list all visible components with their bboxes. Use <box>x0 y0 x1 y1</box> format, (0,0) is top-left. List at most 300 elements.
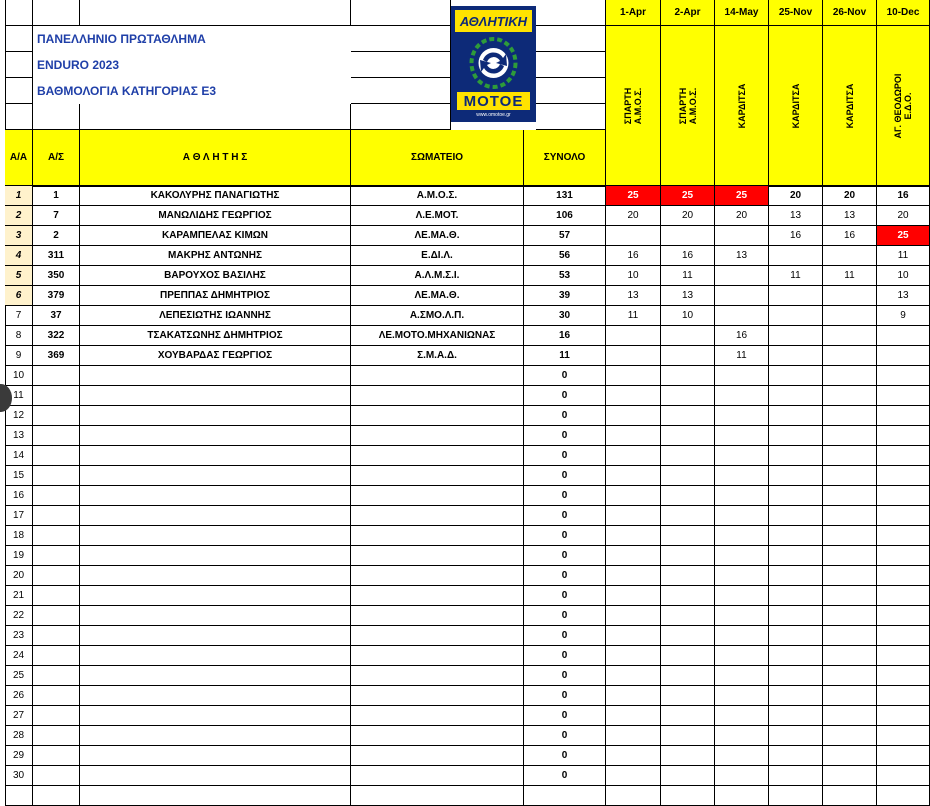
row-athlete-name[interactable] <box>80 526 351 546</box>
row-score-event-2[interactable]: 16 <box>661 246 715 266</box>
sheet-cell[interactable] <box>823 786 877 806</box>
row-rider-number[interactable] <box>33 626 80 646</box>
sheet-cell[interactable] <box>715 786 769 806</box>
row-score-event-3[interactable]: 11 <box>715 346 769 366</box>
row-score-event-5[interactable] <box>823 666 877 686</box>
row-athlete-name[interactable] <box>80 626 351 646</box>
row-position[interactable]: 24 <box>5 646 33 666</box>
sheet-cell[interactable] <box>524 786 606 806</box>
row-rider-number[interactable] <box>33 386 80 406</box>
row-total[interactable]: 0 <box>524 766 606 786</box>
row-score-event-6[interactable] <box>877 566 930 586</box>
row-score-event-2[interactable] <box>661 526 715 546</box>
row-score-event-6[interactable] <box>877 506 930 526</box>
row-score-event-5[interactable] <box>823 706 877 726</box>
row-club[interactable] <box>351 586 524 606</box>
row-score-event-1[interactable] <box>606 366 661 386</box>
row-position[interactable]: 8 <box>5 326 33 346</box>
row-club[interactable] <box>351 646 524 666</box>
row-score-event-4[interactable] <box>769 666 823 686</box>
event-date-6[interactable]: 10-Dec <box>877 0 930 26</box>
row-score-event-3[interactable]: 20 <box>715 206 769 226</box>
row-score-event-6[interactable] <box>877 606 930 626</box>
row-score-event-5[interactable] <box>823 646 877 666</box>
row-score-event-5[interactable] <box>823 686 877 706</box>
row-score-event-1[interactable]: 10 <box>606 266 661 286</box>
row-rider-number[interactable]: 379 <box>33 286 80 306</box>
row-total[interactable]: 0 <box>524 746 606 766</box>
row-total[interactable]: 0 <box>524 506 606 526</box>
row-position[interactable]: 3 <box>5 226 33 246</box>
row-score-event-6[interactable] <box>877 726 930 746</box>
row-score-event-3[interactable] <box>715 226 769 246</box>
row-rider-number[interactable]: 350 <box>33 266 80 286</box>
row-score-event-2[interactable] <box>661 706 715 726</box>
row-total[interactable]: 106 <box>524 206 606 226</box>
row-score-event-1[interactable] <box>606 586 661 606</box>
row-score-event-4[interactable] <box>769 746 823 766</box>
row-athlete-name[interactable] <box>80 706 351 726</box>
row-score-event-3[interactable] <box>715 666 769 686</box>
row-rider-number[interactable] <box>33 766 80 786</box>
sheet-cell[interactable] <box>80 786 351 806</box>
row-score-event-1[interactable] <box>606 626 661 646</box>
row-total[interactable]: 131 <box>524 186 606 206</box>
row-total[interactable]: 39 <box>524 286 606 306</box>
row-score-event-4[interactable] <box>769 686 823 706</box>
row-score-event-2[interactable] <box>661 606 715 626</box>
sheet-cell[interactable] <box>351 26 451 52</box>
row-score-event-2[interactable] <box>661 626 715 646</box>
row-rider-number[interactable] <box>33 566 80 586</box>
sheet-cell[interactable] <box>536 104 606 130</box>
row-score-event-4[interactable] <box>769 326 823 346</box>
row-score-event-5[interactable] <box>823 466 877 486</box>
row-total[interactable]: 30 <box>524 306 606 326</box>
row-score-event-1[interactable] <box>606 526 661 546</box>
row-rider-number[interactable] <box>33 486 80 506</box>
row-athlete-name[interactable] <box>80 466 351 486</box>
row-athlete-name[interactable]: ΒΑΡΟΥΧΟΣ ΒΑΣΙΛΗΣ <box>80 266 351 286</box>
event-date-2[interactable]: 2-Apr <box>661 0 715 26</box>
row-score-event-5[interactable] <box>823 546 877 566</box>
row-position[interactable]: 23 <box>5 626 33 646</box>
row-score-event-3[interactable] <box>715 466 769 486</box>
row-club[interactable] <box>351 706 524 726</box>
row-athlete-name[interactable] <box>80 606 351 626</box>
sheet-cell[interactable] <box>351 52 451 78</box>
row-score-event-2[interactable] <box>661 386 715 406</box>
row-position[interactable]: 18 <box>5 526 33 546</box>
row-athlete-name[interactable] <box>80 666 351 686</box>
row-score-event-6[interactable] <box>877 426 930 446</box>
row-position[interactable]: 1 <box>5 186 33 206</box>
row-total[interactable]: 0 <box>524 646 606 666</box>
row-total[interactable]: 0 <box>524 526 606 546</box>
row-score-event-2[interactable] <box>661 566 715 586</box>
row-score-event-2[interactable] <box>661 506 715 526</box>
row-position[interactable]: 12 <box>5 406 33 426</box>
row-total[interactable]: 16 <box>524 326 606 346</box>
row-score-event-1[interactable] <box>606 766 661 786</box>
row-club[interactable]: ΛΕ.ΜΟΤΟ.ΜΗΧΑΝΙΩΝΑΣ <box>351 326 524 346</box>
row-athlete-name[interactable] <box>80 646 351 666</box>
row-athlete-name[interactable] <box>80 406 351 426</box>
row-score-event-2[interactable]: 13 <box>661 286 715 306</box>
row-score-event-2[interactable]: 25 <box>661 186 715 206</box>
row-score-event-5[interactable] <box>823 246 877 266</box>
row-score-event-6[interactable] <box>877 766 930 786</box>
row-athlete-name[interactable] <box>80 426 351 446</box>
row-club[interactable]: Ε.ΔΙ.Λ. <box>351 246 524 266</box>
row-score-event-4[interactable] <box>769 526 823 546</box>
row-score-event-6[interactable] <box>877 626 930 646</box>
row-score-event-4[interactable] <box>769 586 823 606</box>
row-club[interactable]: Σ.Μ.Α.Δ. <box>351 346 524 366</box>
row-position[interactable]: 6 <box>5 286 33 306</box>
row-score-event-3[interactable] <box>715 266 769 286</box>
row-score-event-5[interactable] <box>823 326 877 346</box>
row-club[interactable] <box>351 506 524 526</box>
row-athlete-name[interactable] <box>80 726 351 746</box>
row-score-event-6[interactable] <box>877 746 930 766</box>
row-score-event-3[interactable] <box>715 426 769 446</box>
row-position[interactable]: 11 <box>5 386 33 406</box>
row-score-event-5[interactable]: 11 <box>823 266 877 286</box>
row-score-event-4[interactable] <box>769 566 823 586</box>
row-club[interactable] <box>351 686 524 706</box>
row-score-event-3[interactable] <box>715 726 769 746</box>
sheet-cell[interactable] <box>536 78 606 104</box>
row-score-event-1[interactable] <box>606 506 661 526</box>
row-total[interactable]: 53 <box>524 266 606 286</box>
row-score-event-4[interactable] <box>769 466 823 486</box>
row-rider-number[interactable] <box>33 746 80 766</box>
row-score-event-4[interactable] <box>769 286 823 306</box>
row-rider-number[interactable]: 311 <box>33 246 80 266</box>
row-score-event-6[interactable] <box>877 366 930 386</box>
row-score-event-4[interactable] <box>769 766 823 786</box>
row-club[interactable] <box>351 626 524 646</box>
row-club[interactable]: ΛΕ.ΜΑ.Θ. <box>351 286 524 306</box>
row-score-event-1[interactable]: 20 <box>606 206 661 226</box>
row-score-event-1[interactable] <box>606 706 661 726</box>
row-score-event-4[interactable] <box>769 546 823 566</box>
row-score-event-4[interactable] <box>769 386 823 406</box>
row-score-event-2[interactable]: 10 <box>661 306 715 326</box>
row-total[interactable]: 0 <box>524 366 606 386</box>
row-score-event-2[interactable] <box>661 426 715 446</box>
row-score-event-1[interactable] <box>606 606 661 626</box>
row-club[interactable] <box>351 526 524 546</box>
row-club[interactable] <box>351 446 524 466</box>
row-total[interactable]: 0 <box>524 726 606 746</box>
row-total[interactable]: 0 <box>524 446 606 466</box>
row-score-event-1[interactable]: 16 <box>606 246 661 266</box>
row-athlete-name[interactable] <box>80 566 351 586</box>
row-rider-number[interactable]: 1 <box>33 186 80 206</box>
row-athlete-name[interactable]: ΚΑΡΑΜΠΕΛΑΣ ΚΙΜΩΝ <box>80 226 351 246</box>
row-rider-number[interactable] <box>33 466 80 486</box>
row-athlete-name[interactable] <box>80 506 351 526</box>
row-score-event-3[interactable] <box>715 626 769 646</box>
row-score-event-5[interactable] <box>823 626 877 646</box>
sheet-cell[interactable] <box>351 786 524 806</box>
sheet-cell[interactable] <box>5 78 33 104</box>
row-score-event-4[interactable] <box>769 706 823 726</box>
row-rider-number[interactable]: 369 <box>33 346 80 366</box>
row-club[interactable] <box>351 726 524 746</box>
row-score-event-2[interactable]: 11 <box>661 266 715 286</box>
row-score-event-4[interactable] <box>769 506 823 526</box>
event-date-3[interactable]: 14-May <box>715 0 769 26</box>
event-venue-6[interactable] <box>877 26 930 186</box>
row-club[interactable] <box>351 466 524 486</box>
sheet-cell[interactable] <box>877 786 930 806</box>
row-score-event-3[interactable] <box>715 746 769 766</box>
row-score-event-2[interactable] <box>661 366 715 386</box>
row-total[interactable]: 0 <box>524 486 606 506</box>
row-position[interactable]: 5 <box>5 266 33 286</box>
row-score-event-3[interactable] <box>715 306 769 326</box>
row-score-event-6[interactable] <box>877 406 930 426</box>
row-score-event-2[interactable] <box>661 346 715 366</box>
row-club[interactable] <box>351 386 524 406</box>
sheet-cell[interactable] <box>536 52 606 78</box>
row-score-event-1[interactable] <box>606 226 661 246</box>
row-score-event-4[interactable] <box>769 726 823 746</box>
row-score-event-6[interactable]: 9 <box>877 306 930 326</box>
row-total[interactable]: 0 <box>524 406 606 426</box>
row-score-event-4[interactable]: 20 <box>769 186 823 206</box>
row-position[interactable]: 16 <box>5 486 33 506</box>
sheet-cell[interactable] <box>5 26 33 52</box>
sheet-cell[interactable] <box>351 78 451 104</box>
column-header-athlete[interactable]: Α Θ Λ Η Τ Η Σ <box>80 130 351 186</box>
row-score-event-2[interactable] <box>661 726 715 746</box>
row-score-event-1[interactable] <box>606 346 661 366</box>
row-position[interactable]: 30 <box>5 766 33 786</box>
row-total[interactable]: 0 <box>524 426 606 446</box>
column-header-num[interactable]: Α/Σ <box>33 130 80 186</box>
row-score-event-1[interactable] <box>606 326 661 346</box>
row-score-event-4[interactable] <box>769 446 823 466</box>
sheet-cell[interactable] <box>5 0 33 26</box>
row-score-event-1[interactable] <box>606 686 661 706</box>
row-score-event-1[interactable] <box>606 546 661 566</box>
row-score-event-4[interactable] <box>769 626 823 646</box>
row-position[interactable]: 22 <box>5 606 33 626</box>
row-score-event-5[interactable] <box>823 566 877 586</box>
row-score-event-1[interactable]: 13 <box>606 286 661 306</box>
row-position[interactable]: 27 <box>5 706 33 726</box>
row-rider-number[interactable]: 2 <box>33 226 80 246</box>
row-score-event-6[interactable] <box>877 706 930 726</box>
row-athlete-name[interactable] <box>80 746 351 766</box>
row-score-event-5[interactable] <box>823 286 877 306</box>
row-score-event-2[interactable] <box>661 466 715 486</box>
event-date-5[interactable]: 26-Nov <box>823 0 877 26</box>
row-club[interactable] <box>351 566 524 586</box>
row-club[interactable]: Α.ΣΜΟ.Λ.Π. <box>351 306 524 326</box>
row-score-event-3[interactable] <box>715 486 769 506</box>
row-position[interactable]: 17 <box>5 506 33 526</box>
row-total[interactable]: 0 <box>524 386 606 406</box>
row-score-event-2[interactable] <box>661 326 715 346</box>
row-score-event-4[interactable] <box>769 366 823 386</box>
row-score-event-3[interactable] <box>715 706 769 726</box>
row-score-event-6[interactable] <box>877 386 930 406</box>
row-total[interactable]: 57 <box>524 226 606 246</box>
sheet-cell[interactable] <box>80 0 351 26</box>
row-score-event-2[interactable] <box>661 766 715 786</box>
row-score-event-4[interactable]: 16 <box>769 226 823 246</box>
row-score-event-5[interactable] <box>823 486 877 506</box>
row-total[interactable]: 0 <box>524 606 606 626</box>
row-score-event-2[interactable] <box>661 586 715 606</box>
row-score-event-5[interactable]: 20 <box>823 186 877 206</box>
row-club[interactable] <box>351 666 524 686</box>
row-score-event-1[interactable] <box>606 406 661 426</box>
row-position[interactable]: 13 <box>5 426 33 446</box>
row-score-event-1[interactable] <box>606 386 661 406</box>
row-score-event-6[interactable] <box>877 346 930 366</box>
sheet-cell[interactable] <box>33 786 80 806</box>
row-total[interactable]: 0 <box>524 586 606 606</box>
row-score-event-6[interactable] <box>877 546 930 566</box>
sheet-cell[interactable] <box>5 786 33 806</box>
row-rider-number[interactable] <box>33 446 80 466</box>
row-athlete-name[interactable]: ΚΑΚΟΛΥΡΗΣ ΠΑΝΑΓΙΩΤΗΣ <box>80 186 351 206</box>
row-athlete-name[interactable] <box>80 766 351 786</box>
row-score-event-3[interactable] <box>715 366 769 386</box>
sheet-cell[interactable] <box>661 786 715 806</box>
row-score-event-3[interactable] <box>715 606 769 626</box>
row-athlete-name[interactable] <box>80 586 351 606</box>
row-score-event-5[interactable] <box>823 526 877 546</box>
row-score-event-5[interactable] <box>823 426 877 446</box>
row-score-event-6[interactable]: 20 <box>877 206 930 226</box>
row-rider-number[interactable] <box>33 586 80 606</box>
row-score-event-6[interactable]: 13 <box>877 286 930 306</box>
row-score-event-5[interactable] <box>823 366 877 386</box>
event-venue-5[interactable] <box>823 26 877 186</box>
row-score-event-1[interactable] <box>606 466 661 486</box>
row-rider-number[interactable] <box>33 406 80 426</box>
row-score-event-5[interactable] <box>823 606 877 626</box>
row-score-event-1[interactable] <box>606 566 661 586</box>
sheet-cell[interactable] <box>536 26 606 52</box>
row-club[interactable]: ΛΕ.ΜΑ.Θ. <box>351 226 524 246</box>
row-club[interactable] <box>351 486 524 506</box>
row-club[interactable] <box>351 366 524 386</box>
row-position[interactable]: 2 <box>5 206 33 226</box>
row-score-event-6[interactable] <box>877 486 930 506</box>
row-score-event-5[interactable] <box>823 766 877 786</box>
row-score-event-6[interactable]: 10 <box>877 266 930 286</box>
row-position[interactable]: 7 <box>5 306 33 326</box>
row-score-event-3[interactable]: 13 <box>715 246 769 266</box>
row-position[interactable]: 9 <box>5 346 33 366</box>
row-score-event-1[interactable] <box>606 666 661 686</box>
row-score-event-3[interactable] <box>715 286 769 306</box>
row-rider-number[interactable] <box>33 726 80 746</box>
row-rider-number[interactable] <box>33 686 80 706</box>
row-score-event-2[interactable] <box>661 746 715 766</box>
row-club[interactable] <box>351 606 524 626</box>
row-score-event-5[interactable] <box>823 446 877 466</box>
row-score-event-2[interactable] <box>661 686 715 706</box>
row-position[interactable]: 20 <box>5 566 33 586</box>
row-score-event-6[interactable]: 16 <box>877 186 930 206</box>
row-score-event-4[interactable] <box>769 486 823 506</box>
row-score-event-6[interactable] <box>877 446 930 466</box>
row-score-event-1[interactable] <box>606 746 661 766</box>
row-score-event-4[interactable]: 13 <box>769 206 823 226</box>
row-rider-number[interactable]: 37 <box>33 306 80 326</box>
row-position[interactable]: 14 <box>5 446 33 466</box>
sheet-cell[interactable] <box>769 786 823 806</box>
row-score-event-4[interactable] <box>769 346 823 366</box>
row-score-event-3[interactable]: 25 <box>715 186 769 206</box>
row-score-event-3[interactable] <box>715 546 769 566</box>
row-score-event-1[interactable] <box>606 426 661 446</box>
row-score-event-2[interactable] <box>661 226 715 246</box>
row-rider-number[interactable] <box>33 666 80 686</box>
row-club[interactable] <box>351 746 524 766</box>
row-position[interactable]: 26 <box>5 686 33 706</box>
row-score-event-5[interactable]: 13 <box>823 206 877 226</box>
row-score-event-2[interactable] <box>661 546 715 566</box>
row-score-event-3[interactable] <box>715 766 769 786</box>
row-score-event-2[interactable] <box>661 646 715 666</box>
row-score-event-4[interactable] <box>769 306 823 326</box>
column-header-club[interactable]: ΣΩΜΑΤΕΙΟ <box>351 130 524 186</box>
row-athlete-name[interactable]: ΜΑΚΡΗΣ ΑΝΤΩΝΗΣ <box>80 246 351 266</box>
row-score-event-5[interactable] <box>823 386 877 406</box>
row-score-event-3[interactable] <box>715 506 769 526</box>
row-score-event-6[interactable]: 25 <box>877 226 930 246</box>
column-header-total[interactable]: ΣΥΝΟΛΟ <box>524 130 606 186</box>
row-score-event-4[interactable] <box>769 406 823 426</box>
row-score-event-3[interactable]: 16 <box>715 326 769 346</box>
row-score-event-4[interactable] <box>769 606 823 626</box>
row-total[interactable]: 0 <box>524 706 606 726</box>
row-total[interactable]: 11 <box>524 346 606 366</box>
row-athlete-name[interactable]: ΛΕΠΕΣΙΩΤΗΣ ΙΩΑΝΝΗΣ <box>80 306 351 326</box>
row-rider-number[interactable] <box>33 706 80 726</box>
row-score-event-4[interactable] <box>769 246 823 266</box>
row-athlete-name[interactable] <box>80 386 351 406</box>
row-total[interactable]: 0 <box>524 666 606 686</box>
row-athlete-name[interactable]: ΠΡΕΠΠΑΣ ΔΗΜΗΤΡΙΟΣ <box>80 286 351 306</box>
row-score-event-6[interactable] <box>877 646 930 666</box>
row-score-event-2[interactable]: 20 <box>661 206 715 226</box>
sheet-cell[interactable] <box>351 0 451 26</box>
row-score-event-1[interactable]: 11 <box>606 306 661 326</box>
row-score-event-5[interactable] <box>823 306 877 326</box>
row-score-event-1[interactable] <box>606 486 661 506</box>
row-score-event-6[interactable] <box>877 586 930 606</box>
row-score-event-2[interactable] <box>661 666 715 686</box>
row-athlete-name[interactable] <box>80 686 351 706</box>
row-score-event-3[interactable] <box>715 386 769 406</box>
row-athlete-name[interactable] <box>80 366 351 386</box>
row-score-event-5[interactable] <box>823 746 877 766</box>
row-score-event-1[interactable] <box>606 646 661 666</box>
event-venue-1[interactable] <box>606 26 661 186</box>
row-score-event-5[interactable]: 16 <box>823 226 877 246</box>
